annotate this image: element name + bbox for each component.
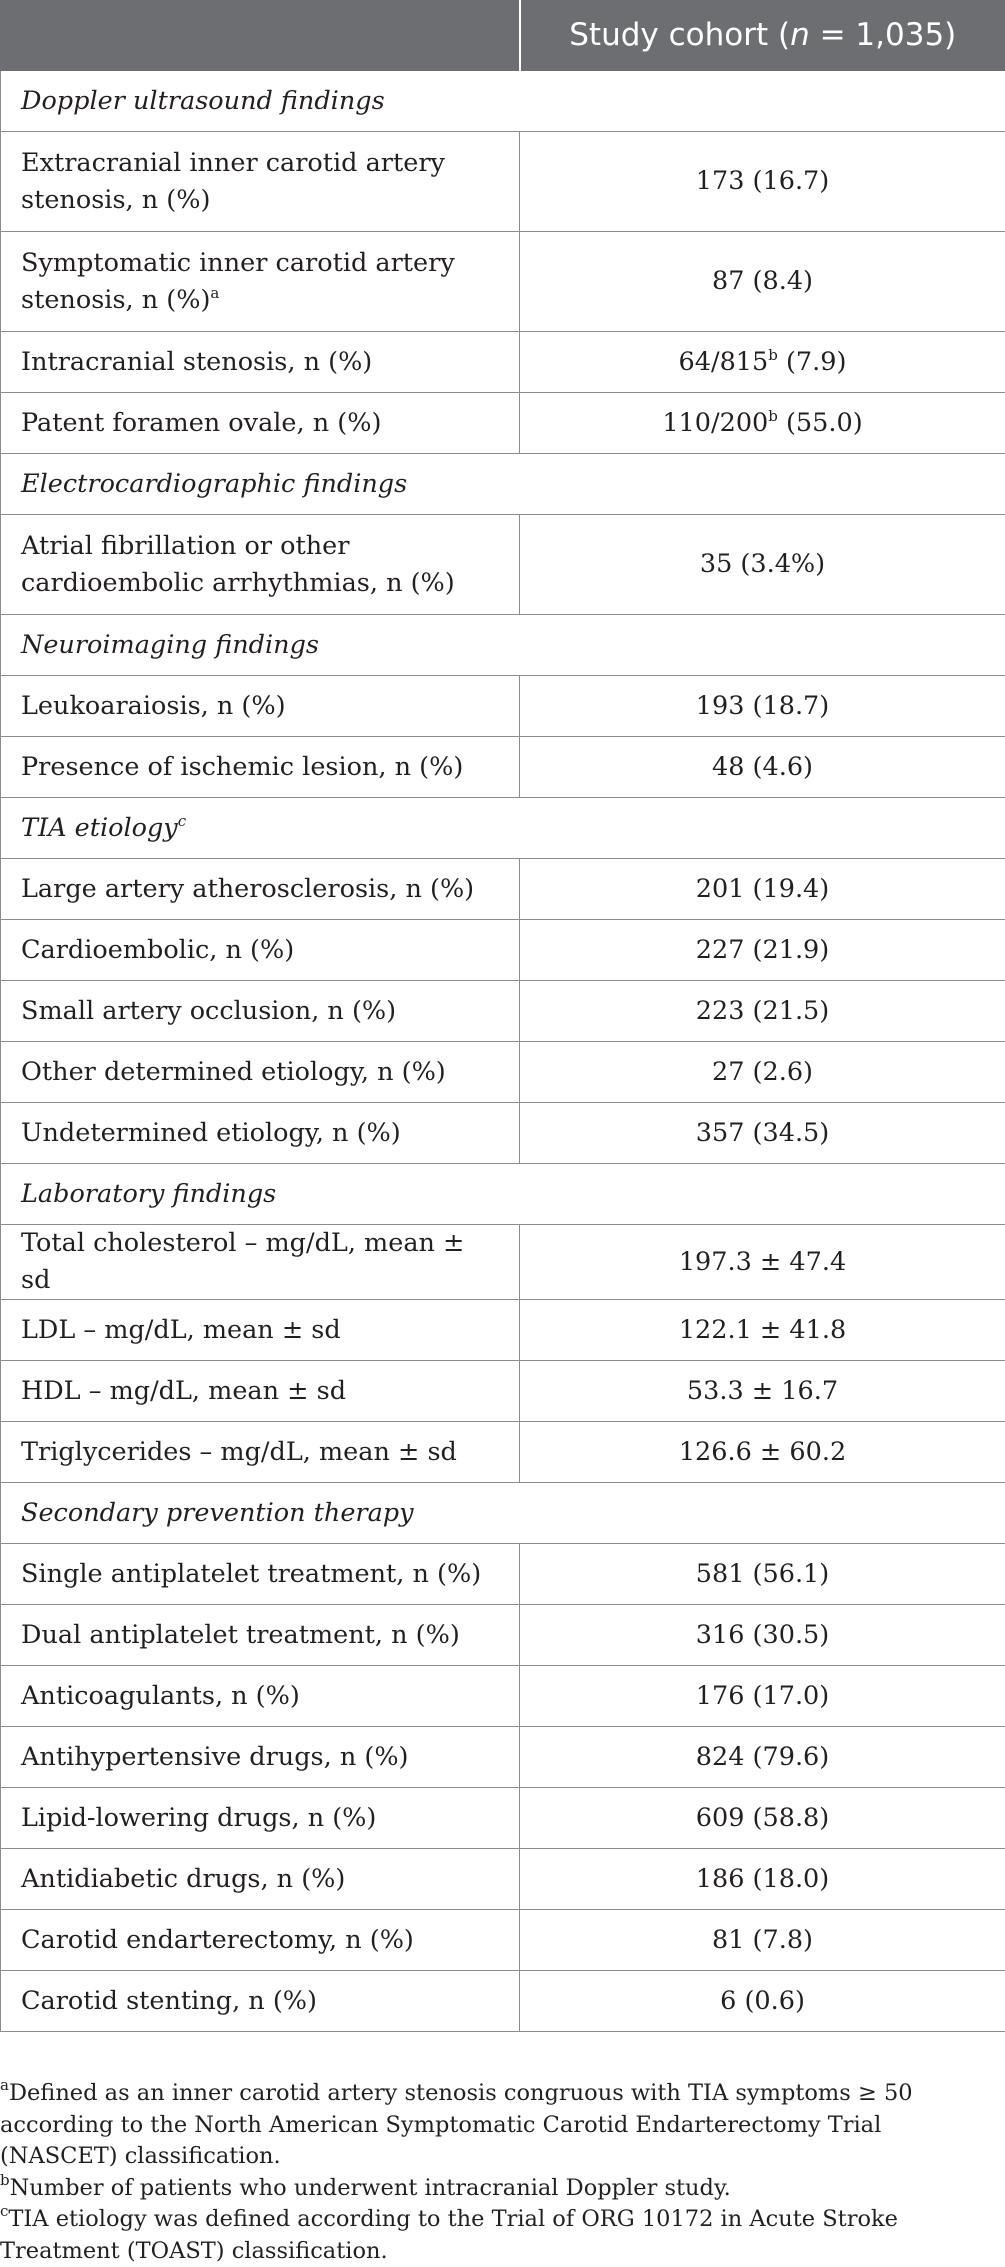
section-label: [1, 798, 1005, 859]
row-label-text: Carotid stenting, n (%): [21, 1986, 317, 2016]
table-row: [1, 676, 1005, 737]
row-value-text: 197.3 ± 47.4: [679, 1247, 846, 1277]
row-label-text: Other determined etiology, n (%): [21, 1057, 446, 1087]
row-label: [1, 515, 520, 615]
row-value: [520, 859, 1005, 920]
row-label: [1, 1666, 520, 1727]
section-label: [1, 71, 1005, 132]
table-row: [1, 332, 1005, 393]
row-label: [1, 1544, 520, 1605]
row-label-text: Antihypertensive drugs, n (%): [21, 1742, 409, 1772]
row-label-text: Presence of ischemic lesion, n (%): [21, 752, 463, 782]
row-value: [520, 132, 1005, 232]
row-label: [1, 332, 520, 393]
row-label-text: Dual antiplatelet treatment, n (%): [21, 1620, 460, 1650]
table-body: [1, 71, 1005, 2032]
table-row: [1, 859, 1005, 920]
table-row: [1, 1225, 1005, 1300]
table-footnotes: [0, 2078, 1005, 2267]
row-label: [1, 920, 520, 981]
header-study-cohort: [520, 1, 1005, 71]
row-label-text: LDL – mg/dL, mean ± sd: [21, 1315, 341, 1345]
table-row: [1, 1042, 1005, 1103]
section-label-text: Neuroimaging findings: [21, 630, 319, 660]
section-row: [1, 71, 1005, 132]
row-value-text: 122.1 ± 41.8: [679, 1315, 846, 1345]
row-label-text: Carotid endarterectomy, n (%): [21, 1925, 414, 1955]
row-value-text: 87 (8.4): [712, 266, 813, 296]
row-label: [1, 1042, 520, 1103]
footnote: [0, 2173, 1005, 2205]
row-value-text: 609 (58.8): [696, 1803, 829, 1833]
table-row: [1, 1727, 1005, 1788]
row-value-text: 176 (17.0): [696, 1681, 829, 1711]
row-label: [1, 1910, 520, 1971]
row-value: [520, 393, 1005, 454]
row-value-text: 173 (16.7): [696, 166, 829, 196]
footnote-marker: a: [210, 284, 219, 302]
table-row: [1, 737, 1005, 798]
row-label: [1, 1788, 520, 1849]
header-title-n: n: [790, 17, 810, 53]
row-label: [1, 232, 520, 332]
row-value: [520, 1544, 1005, 1605]
table-row: [1, 515, 1005, 615]
section-label-text: Doppler ultrasound findings: [21, 86, 385, 116]
row-label-text: Small artery occlusion, n (%): [21, 996, 396, 1026]
row-label-text: Atrial fibrillation or other cardioembolic arrhythmias, n (%): [21, 531, 455, 598]
row-value-text: 27 (2.6): [712, 1057, 813, 1087]
footnote-text: Number of patients who underwent intracranial Doppler study.: [10, 2175, 731, 2201]
row-label: [1, 1225, 520, 1300]
row-label-text: Total cholesterol – mg/dL, mean ± sd: [21, 1228, 464, 1295]
row-label-text: Antidiabetic drugs, n (%): [21, 1864, 345, 1894]
footnote-marker: c: [0, 2202, 8, 2220]
section-row: [1, 1483, 1005, 1544]
table-header-row: [1, 1, 1005, 71]
row-label: [1, 859, 520, 920]
table-row: [1, 132, 1005, 232]
row-value-text: 581 (56.1): [696, 1559, 829, 1589]
row-value: [520, 1971, 1005, 2032]
row-label: [1, 1103, 520, 1164]
row-value: [520, 920, 1005, 981]
section-label-text: Laboratory findings: [21, 1179, 276, 1209]
table-row: [1, 1361, 1005, 1422]
header-title-suffix: = 1,035): [810, 17, 957, 53]
row-label-text: Patent foramen ovale, n (%): [21, 408, 381, 438]
footnote-text: TIA etiology was defined according to the Trial of ORG 10172 in Acute Stroke Treatment (TOAST) classification.: [0, 2206, 898, 2264]
section-label-text: Secondary prevention therapy: [21, 1498, 414, 1528]
table-row: [1, 1849, 1005, 1910]
section-row: [1, 798, 1005, 859]
row-label-text: Intracranial stenosis, n (%): [21, 347, 372, 377]
footnote-text: Defined as an inner carotid artery stenosis congruous with TIA symptoms ≥ 50 according to the North American Symptomatic Carotid Endarterectomy Trial (NASCET) classification.: [0, 2080, 913, 2169]
row-value-text: 110/200: [662, 408, 768, 438]
row-value-text: 6 (0.6): [720, 1986, 805, 2016]
row-label: [1, 1422, 520, 1483]
header-blank-cell: [1, 1, 520, 71]
row-label: [1, 1971, 520, 2032]
row-label-text: Triglycerides – mg/dL, mean ± sd: [21, 1437, 457, 1467]
row-value-text: 48 (4.6): [712, 752, 813, 782]
row-value: [520, 1042, 1005, 1103]
row-label-text: Leukoaraiosis, n (%): [21, 691, 286, 721]
row-value-text: 81 (7.8): [712, 1925, 813, 1955]
row-value-text: 126.6 ± 60.2: [679, 1437, 846, 1467]
row-value: [520, 1605, 1005, 1666]
row-value-text: 357 (34.5): [696, 1118, 829, 1148]
row-value-text: 186 (18.0): [696, 1864, 829, 1894]
table-row: [1, 1910, 1005, 1971]
section-label-text: Electrocardiographic findings: [21, 469, 407, 499]
row-value: [520, 1849, 1005, 1910]
table-row: [1, 1788, 1005, 1849]
table-row: [1, 1605, 1005, 1666]
section-label-text: TIA etiology: [21, 813, 178, 843]
section-label: [1, 615, 1005, 676]
section-row: [1, 615, 1005, 676]
section-row: [1, 454, 1005, 515]
table-row: [1, 232, 1005, 332]
footnote-marker: a: [0, 2076, 9, 2094]
row-value: [520, 1103, 1005, 1164]
row-label-text: Anticoagulants, n (%): [21, 1681, 300, 1711]
row-value-text: 824 (79.6): [696, 1742, 829, 1772]
row-value-text: 316 (30.5): [696, 1620, 829, 1650]
row-value: [520, 232, 1005, 332]
footnote-marker: b: [768, 407, 778, 425]
row-value-text: 201 (19.4): [696, 874, 829, 904]
row-value: [520, 1361, 1005, 1422]
row-label-text: Symptomatic inner carotid artery stenosis, n (%): [21, 248, 455, 315]
footnote-marker: b: [0, 2171, 10, 2189]
table-row: [1, 1666, 1005, 1727]
row-value-text: 64/815: [679, 347, 769, 377]
row-label-text: Single antiplatelet treatment, n (%): [21, 1559, 481, 1589]
row-label: [1, 132, 520, 232]
table-row: [1, 1544, 1005, 1605]
footnote: [0, 2078, 1005, 2173]
table-row: [1, 1422, 1005, 1483]
row-value: [520, 981, 1005, 1042]
row-value: [520, 676, 1005, 737]
footnote-marker: c: [178, 812, 186, 830]
row-value: [520, 1225, 1005, 1300]
row-value-text: (55.0): [778, 408, 863, 438]
row-label-text: HDL – mg/dL, mean ± sd: [21, 1376, 346, 1406]
row-value: [520, 1727, 1005, 1788]
row-value-text: (7.9): [778, 347, 847, 377]
row-label-text: Lipid-lowering drugs, n (%): [21, 1803, 376, 1833]
row-value: [520, 1422, 1005, 1483]
footnote: [0, 2204, 1005, 2267]
row-label: [1, 676, 520, 737]
table-row: [1, 1971, 1005, 2032]
row-value-text: 193 (18.7): [696, 691, 829, 721]
row-label: [1, 1300, 520, 1361]
row-label: [1, 981, 520, 1042]
row-value-text: 227 (21.9): [696, 935, 829, 965]
row-value: [520, 332, 1005, 393]
row-value: [520, 1300, 1005, 1361]
table-row: [1, 1103, 1005, 1164]
row-label: [1, 1605, 520, 1666]
row-label: [1, 1849, 520, 1910]
row-value-text: 35 (3.4%): [700, 549, 825, 579]
row-value: [520, 737, 1005, 798]
row-label: [1, 737, 520, 798]
header-title-prefix: Study cohort (: [569, 17, 790, 53]
row-label-text: Undetermined etiology, n (%): [21, 1118, 401, 1148]
section-row: [1, 1164, 1005, 1225]
table-row: [1, 981, 1005, 1042]
row-label-text: Extracranial inner carotid artery stenosis, n (%): [21, 148, 445, 215]
table-row: [1, 393, 1005, 454]
section-label: [1, 1164, 1005, 1225]
table-row: [1, 920, 1005, 981]
row-value: [520, 1666, 1005, 1727]
table-row: [1, 1300, 1005, 1361]
row-label: [1, 1727, 520, 1788]
row-value-text: 53.3 ± 16.7: [687, 1376, 838, 1406]
row-label-text: Cardioembolic, n (%): [21, 935, 294, 965]
row-value: [520, 1788, 1005, 1849]
section-label: [1, 454, 1005, 515]
row-label: [1, 393, 520, 454]
row-label: [1, 1361, 520, 1422]
footnote-marker: b: [768, 346, 778, 364]
row-value-text: 223 (21.5): [696, 996, 829, 1026]
section-label: [1, 1483, 1005, 1544]
row-value: [520, 515, 1005, 615]
row-label-text: Large artery atherosclerosis, n (%): [21, 874, 474, 904]
row-value: [520, 1910, 1005, 1971]
